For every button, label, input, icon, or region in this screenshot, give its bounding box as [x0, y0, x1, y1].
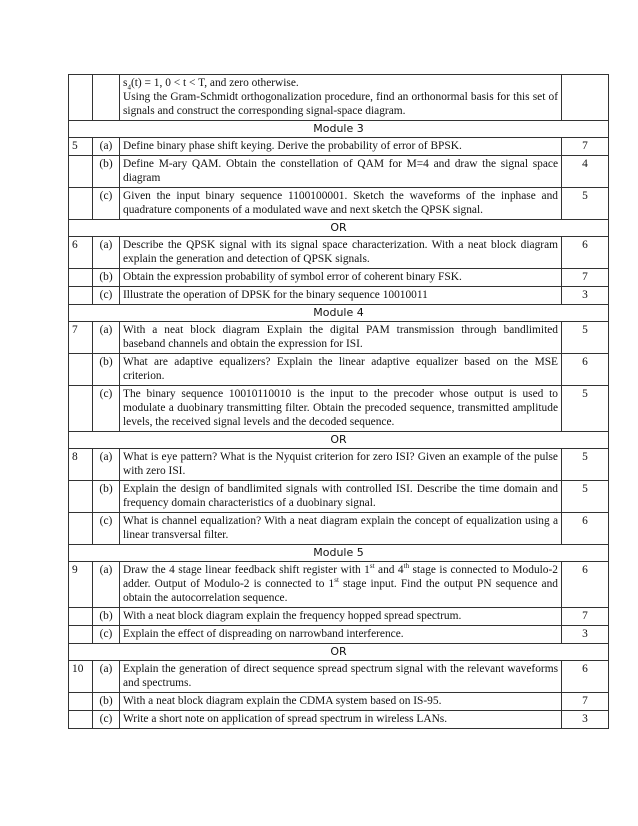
question-text: Illustrate the operation of DPSK for the binary sequence 10010011 [120, 287, 562, 305]
question-text: Explain the effect of dispreading on narrowband interference. [120, 626, 562, 644]
question-text: Explain the generation of direct sequence spread spectrum signal with the relevant waveforms and spectrums. [120, 661, 562, 693]
question-row [69, 188, 609, 220]
subpart-label: (a) [93, 237, 120, 269]
subpart-cell [93, 75, 120, 121]
question-row [69, 269, 609, 287]
or-separator: OR [69, 220, 609, 237]
marks: 7 [562, 269, 609, 287]
marks: 6 [562, 354, 609, 386]
question-number: 10 [69, 661, 93, 693]
continuation-row [69, 75, 609, 121]
marks: 5 [562, 386, 609, 432]
marks: 7 [562, 693, 609, 711]
question-row [69, 322, 609, 354]
subpart-label: (b) [93, 608, 120, 626]
question-row [69, 608, 609, 626]
question-number-cell [69, 481, 93, 513]
signal-condition: (t) = 1, 0 < t < T, and zero otherwise. [130, 77, 299, 89]
module-header-row [69, 305, 609, 322]
question-row [69, 386, 609, 432]
question-number: 5 [69, 138, 93, 156]
question-row [69, 449, 609, 481]
subpart-label: (c) [93, 513, 120, 545]
subpart-label: (c) [93, 287, 120, 305]
question-row [69, 693, 609, 711]
question-text: What are adaptive equalizers? Explain the linear adaptive equalizer based on the MSE criterion. [120, 354, 562, 386]
or-separator: OR [69, 432, 609, 449]
question-row [69, 156, 609, 188]
question-row [69, 562, 609, 608]
question-text: What is channel equalization? With a neat diagram explain the concept of equalization using a linear transversal filter. [120, 513, 562, 545]
marks: 6 [562, 237, 609, 269]
subpart-label: (a) [93, 661, 120, 693]
subpart-label: (a) [93, 322, 120, 354]
question-row [69, 138, 609, 156]
question-text: Describe the QPSK signal with its signal space characterization. With a neat block diagram explain the generation and detection of QPSK signals. [120, 237, 562, 269]
ordinal-suffix: st [334, 576, 339, 585]
module-5-header: Module 5 [69, 545, 609, 562]
question-text [120, 562, 562, 608]
module-header-row [69, 545, 609, 562]
question-text: With a neat block diagram Explain the digital PAM transmission through bandlimited baseband channels and obtain the expression for ISI. [120, 322, 562, 354]
question-text: Explain the design of bandlimited signals with controlled ISI. Describe the time domain and frequency domain characteristics of a duobinary signal. [120, 481, 562, 513]
question-text-part: stage input. Find the output PN sequence and obtain the autocorrelation sequence. [123, 578, 558, 604]
signal-subscript: 4 [127, 83, 131, 92]
marks: 3 [562, 287, 609, 305]
module-header-row [69, 121, 609, 138]
ordinal-suffix: st [369, 562, 375, 571]
question-row [69, 626, 609, 644]
question-text: The binary sequence 10010110010 is the input to the precoder whose output is used to modulate a duobinary transmitting filter. Obtain the precoded sequence, transmitted amplitude levels, the received signal levels and the decoded sequence. [120, 386, 562, 432]
question-number-cell [69, 711, 93, 729]
subpart-label: (a) [93, 562, 120, 608]
question-text [120, 75, 562, 121]
question-number: 9 [69, 562, 93, 608]
question-text: Obtain the expression probability of symbol error of coherent binary FSK. [120, 269, 562, 287]
question-number-cell [69, 156, 93, 188]
question-text-part: and 4 [374, 564, 404, 576]
or-separator-row [69, 220, 609, 237]
question-row [69, 237, 609, 269]
question-instruction: Using the Gram-Schmidt orthogonalization procedure, find an orthonormal basis for this set of signals and construct the corresponding signal-space diagram. [123, 91, 558, 117]
question-number-cell [69, 354, 93, 386]
question-text: Define M-ary QAM. Obtain the constellation of QAM for M=4 and draw the signal space diagram [120, 156, 562, 188]
subpart-label: (b) [93, 156, 120, 188]
question-row [69, 481, 609, 513]
question-number: 8 [69, 449, 93, 481]
subpart-label: (c) [93, 188, 120, 220]
subpart-label: (c) [93, 386, 120, 432]
question-paper-table [68, 74, 609, 729]
module-3-header: Module 3 [69, 121, 609, 138]
subpart-label: (c) [93, 626, 120, 644]
module-4-header: Module 4 [69, 305, 609, 322]
question-number-cell [69, 608, 93, 626]
or-separator: OR [69, 644, 609, 661]
question-number-cell [69, 75, 93, 121]
question-text: Write a short note on application of spread spectrum in wireless LANs. [120, 711, 562, 729]
marks: 6 [562, 562, 609, 608]
question-number-cell [69, 287, 93, 305]
question-text: With a neat block diagram explain the CDMA system based on IS-95. [120, 693, 562, 711]
marks: 6 [562, 661, 609, 693]
subpart-label: (a) [93, 138, 120, 156]
question-row [69, 661, 609, 693]
subpart-label: (b) [93, 481, 120, 513]
question-number: 6 [69, 237, 93, 269]
question-text-part: stage is connected to Modulo-2 adder. Output of Modulo-2 is connected to 1 [123, 564, 558, 590]
question-number-cell [69, 269, 93, 287]
question-number-cell [69, 693, 93, 711]
question-row [69, 513, 609, 545]
question-number-cell [69, 386, 93, 432]
signal-definition [123, 77, 299, 92]
question-number-cell [69, 626, 93, 644]
question-row [69, 287, 609, 305]
ordinal-suffix: th [403, 562, 410, 571]
marks: 3 [562, 626, 609, 644]
or-separator-row [69, 432, 609, 449]
marks: 7 [562, 138, 609, 156]
marks: 5 [562, 481, 609, 513]
marks: 3 [562, 711, 609, 729]
or-separator-row [69, 644, 609, 661]
question-text: Define binary phase shift keying. Derive the probability of error of BPSK. [120, 138, 562, 156]
marks-cell [562, 75, 609, 121]
subpart-label: (b) [93, 269, 120, 287]
marks: 5 [562, 188, 609, 220]
subpart-label: (c) [93, 711, 120, 729]
signal-symbol: s [123, 77, 128, 89]
question-row [69, 354, 609, 386]
question-number-cell [69, 513, 93, 545]
marks: 7 [562, 608, 609, 626]
question-text-part: Draw the 4 stage linear feedback shift register with 1 [123, 564, 370, 576]
marks: 5 [562, 322, 609, 354]
marks: 6 [562, 513, 609, 545]
question-text: With a neat block diagram explain the frequency hopped spread spectrum. [120, 608, 562, 626]
subpart-label: (a) [93, 449, 120, 481]
question-text: What is eye pattern? What is the Nyquist criterion for zero ISI? Given an example of the pulse with zero ISI. [120, 449, 562, 481]
question-row [69, 711, 609, 729]
subpart-label: (b) [93, 693, 120, 711]
question-number: 7 [69, 322, 93, 354]
marks: 5 [562, 449, 609, 481]
subpart-label: (b) [93, 354, 120, 386]
marks: 4 [562, 156, 609, 188]
question-text: Given the input binary sequence 1100100001. Sketch the waveforms of the inphase and quadrature components of a modulated wave and next sketch the QPSK signal. [120, 188, 562, 220]
question-number-cell [69, 188, 93, 220]
